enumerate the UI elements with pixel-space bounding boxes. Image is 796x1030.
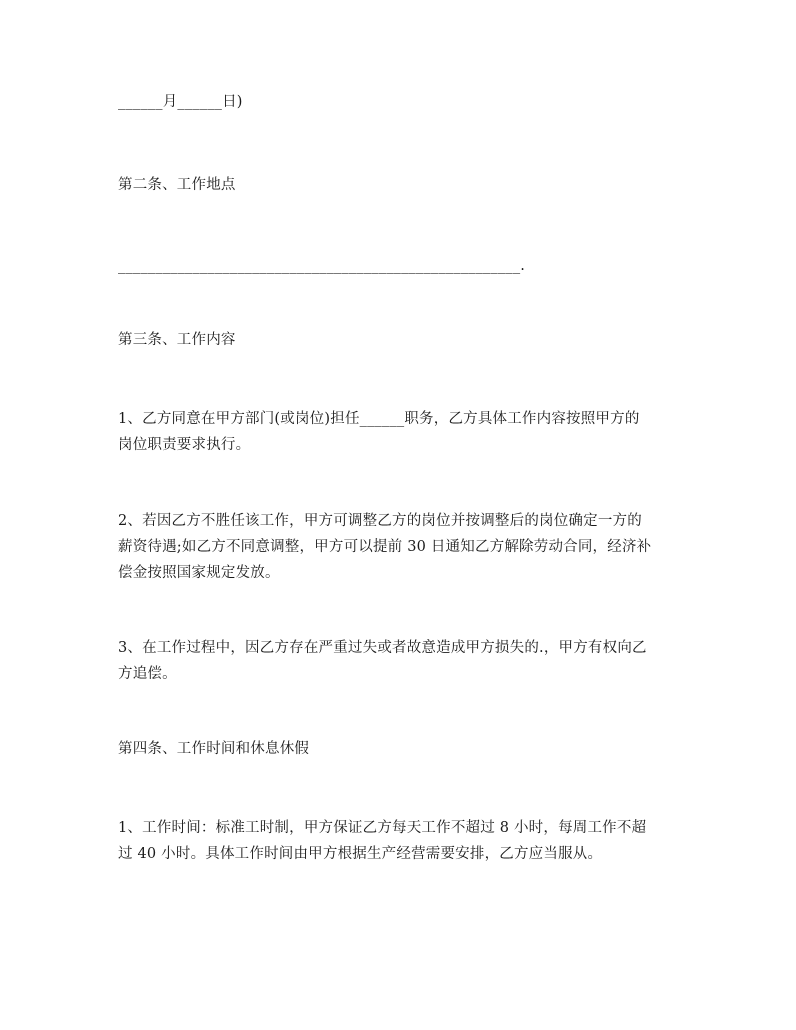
article3-item2-line2: 薪资待遇;如乙方不同意调整，甲方可以提前 30 日通知乙方解除劳动合同，经济补 [118, 539, 652, 555]
article4-item1 [118, 815, 678, 867]
article3-item3-line1: 3、在工作过程中，因乙方存在严重过失或者故意造成甲方损失的.，甲方有权向乙 [118, 640, 647, 656]
article3-item1-line2: 岗位职责要求执行。 [118, 437, 251, 453]
article3-item3-line2: 方追偿。 [118, 666, 177, 682]
article3-item2-line1: 2、若因乙方不胜任该工作，甲方可调整乙方的岗位并按调整后的岗位确定一方的 [118, 513, 642, 529]
date-tail: ______月______日) [118, 94, 243, 110]
article3-heading: 第三条、工作内容 [118, 332, 236, 348]
article3-item1-line1: 1、乙方同意在甲方部门(或岗位)担任______职务，乙方具体工作内容按照甲方的 [118, 411, 640, 427]
article3-item3 [118, 635, 678, 687]
work-location-blank: ______________________________________________________. [118, 258, 526, 274]
article3-item1 [118, 406, 678, 458]
article4-item1-line2: 过 40 小时。具体工作时间由甲方根据生产经营需要安排，乙方应当服从。 [118, 846, 603, 862]
article4-item1-line1: 1、工作时间：标准工时制，甲方保证乙方每天工作不超过 8 小时，每周工作不超 [118, 820, 647, 836]
article2-heading: 第二条、工作地点 [118, 177, 236, 193]
article3-item2-line3: 偿金按照国家规定发放。 [118, 565, 280, 581]
article4-heading: 第四条、工作时间和休息休假 [118, 741, 310, 757]
article3-item2 [118, 508, 678, 586]
